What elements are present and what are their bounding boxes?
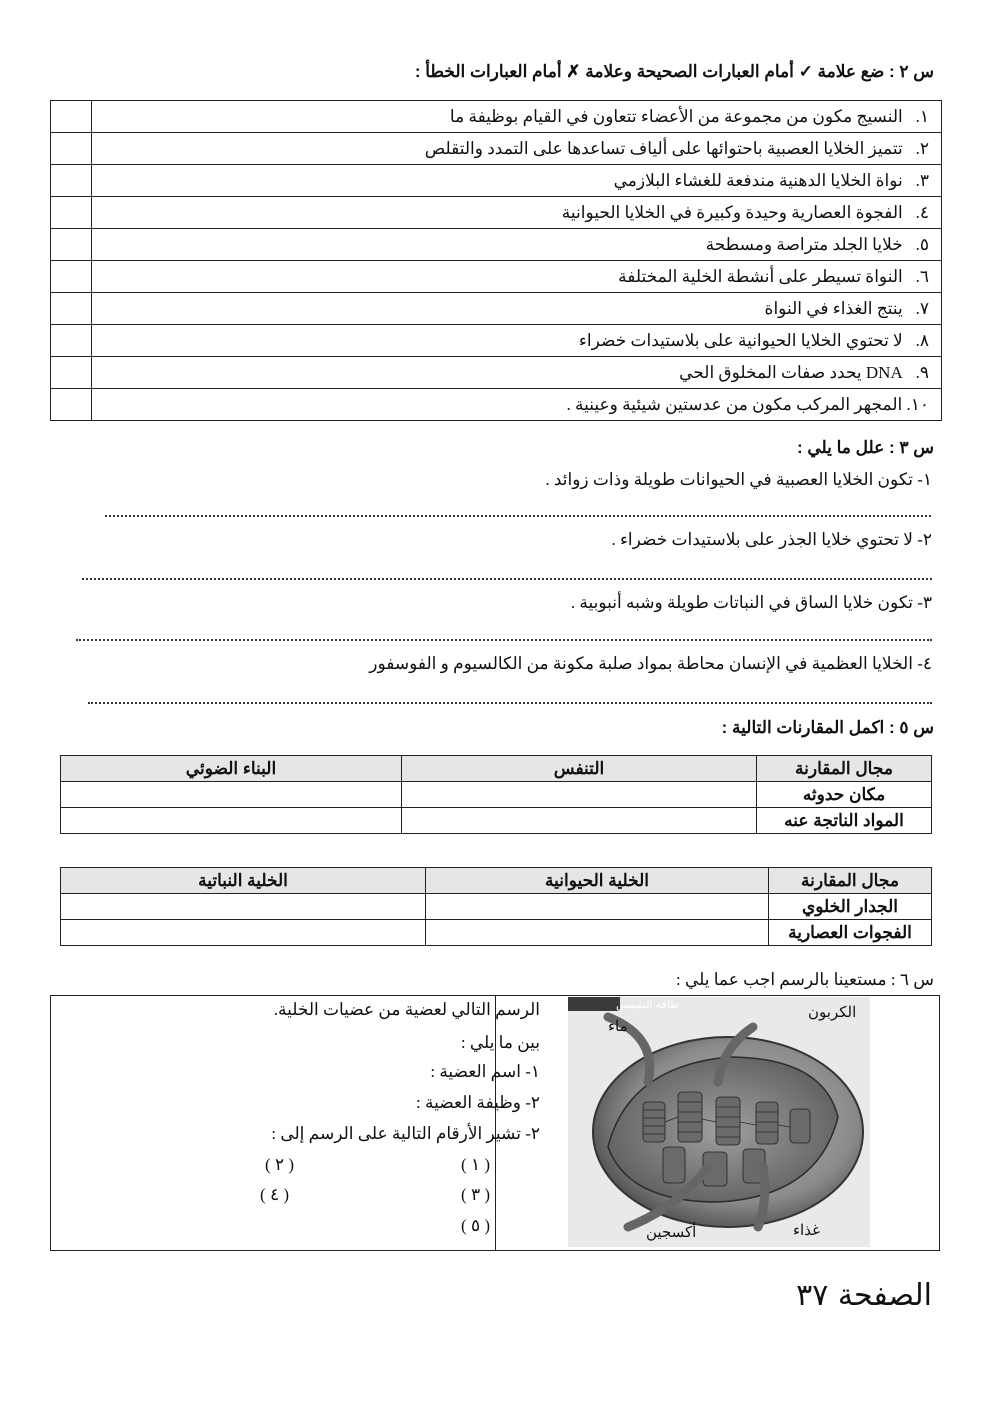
table2-row-cell-wall: الجدار الخلوي: [769, 894, 932, 920]
table1-cell-respiration-products[interactable]: [402, 808, 757, 834]
statement-row: [51, 165, 942, 197]
diagram-number-1: ( ١ ): [461, 1155, 490, 1174]
statement-text: لا تحتوي الخلايا الحيوانية على بلاستيدات خضراء: [578, 330, 903, 350]
statement-cell: [92, 293, 942, 325]
answer-mark-cell[interactable]: [51, 261, 92, 293]
statement-row: [51, 389, 942, 421]
table2-cell-plant-vacuoles[interactable]: [61, 920, 426, 946]
q6-title: س ٦ : مستعينا بالرسم اجب عما يلي :: [675, 970, 934, 989]
statement-row: [51, 133, 942, 165]
table1-header-respiration: التنفس: [402, 756, 757, 782]
statement-cell: [92, 261, 942, 293]
true-false-table: [50, 100, 942, 421]
statement-text: النواة تسيطر على أنشطة الخلية المختلفة: [618, 266, 903, 286]
q6-line-numbers: ٢- تشير الأرقام التالية على الرسم إلى :: [271, 1124, 540, 1143]
table1-row-products: المواد الناتجة عنه: [757, 808, 932, 834]
label-food: غذاء: [793, 1222, 820, 1239]
statement-cell: [92, 197, 942, 229]
table1-header-field: مجال المقارنة: [757, 756, 932, 782]
table2-row-vacuoles: الفجوات العصارية: [769, 920, 932, 946]
statement-number: ٤.: [915, 202, 929, 222]
statement-cell: [92, 325, 942, 357]
diagram-number-3: ( ٣ ): [461, 1185, 490, 1204]
statement-cell: [92, 229, 942, 261]
table1-cell-photosynthesis-products[interactable]: [61, 808, 402, 834]
answer-mark-cell[interactable]: [51, 165, 92, 197]
q6-line-name: ١- اسم العضية :: [430, 1062, 540, 1081]
reason-item-4: ٤- الخلايا العظمية في الإنسان محاطة بمواد صلبة مكونة من الكالسيوم و الفوسفور: [369, 654, 932, 673]
statement-row: [51, 101, 942, 133]
answer-mark-cell[interactable]: [51, 229, 92, 261]
answer-mark-cell[interactable]: [51, 293, 92, 325]
statement-cell: [92, 133, 942, 165]
statement-cell: [92, 165, 942, 197]
q3-title: س ٣ : علل ما يلي :: [796, 438, 934, 457]
comparison-table-cells: [60, 867, 932, 946]
answer-mark-cell[interactable]: [51, 357, 92, 389]
chloroplast-diagram: [568, 997, 870, 1247]
diagram-number-4: ( ٤ ): [260, 1185, 289, 1204]
q6-line-function: ٢- وظيفة العضية :: [416, 1093, 540, 1112]
reason-item-2: ٢- لا تحتوي خلايا الجذر على بلاستيدات خضراء .: [611, 530, 932, 549]
answer-mark-cell[interactable]: [51, 389, 92, 421]
statement-number: ٦.: [915, 266, 929, 286]
q6-line-explain: بين ما يلي :: [460, 1033, 540, 1052]
table1-row-location: مكان حدوثه: [757, 782, 932, 808]
statement-text: خلايا الجلد متراصة ومسطحة: [705, 234, 903, 254]
answer-mark-cell[interactable]: [51, 101, 92, 133]
answer-mark-cell[interactable]: [51, 133, 92, 165]
statement-text: المجهر المركب مكون من عدستين شيئية وعينية .: [566, 394, 903, 414]
label-oxygen: أكسجين: [646, 1224, 697, 1241]
statement-number: ٢.: [915, 138, 929, 158]
statement-text: ينتج الغذاء في النواة: [764, 298, 903, 318]
statement-number: ١.: [915, 106, 929, 126]
statement-row: [51, 293, 942, 325]
label-carbon: الكربون: [808, 1004, 857, 1021]
statement-text: تتميز الخلايا العصبية باحتوائها على ألياف تساعدها على التمدد والتقلص: [424, 138, 903, 158]
reason-item-3: ٣- تكون خلايا الساق في النباتات طويلة وشبه أنبوبية .: [570, 593, 932, 612]
diagram-number-5: ( ٥ ): [461, 1216, 490, 1235]
label-water: ماء: [608, 1018, 628, 1035]
statement-number: ٥.: [915, 234, 929, 254]
diagram-number-2: ( ٢ ): [265, 1155, 294, 1174]
table2-header-plant-cell: الخلية النباتية: [61, 868, 426, 894]
table1-cell-photosynthesis-location[interactable]: [61, 782, 402, 808]
answer-line-2[interactable]: [82, 578, 932, 580]
statement-row: [51, 261, 942, 293]
statement-number: ١٠.: [906, 394, 929, 414]
table2-cell-animal-vacuoles[interactable]: [426, 920, 769, 946]
statement-text: DNA يحدد صفات المخلوق الحي: [679, 362, 903, 382]
statement-cell: [92, 389, 942, 421]
statement-number: ٩.: [915, 362, 929, 382]
table1-cell-respiration-location[interactable]: [402, 782, 757, 808]
statement-number: ٣.: [915, 170, 929, 190]
statement-row: [51, 197, 942, 229]
table2-cell-plant-wall[interactable]: [61, 894, 426, 920]
statement-number: ٧.: [915, 298, 929, 318]
statement-text: الفجوة العصارية وحيدة وكبيرة في الخلايا الحيوانية: [561, 202, 903, 222]
statement-row: [51, 229, 942, 261]
table2-header-animal-cell: الخلية الحيوانية: [426, 868, 769, 894]
q2-title: س ٢ : ضع علامة ✓ أمام العبارات الصحيحة وعلامة ✗ أمام العبارات الخطأ :: [414, 62, 934, 81]
statement-number: ٨.: [915, 330, 929, 350]
answer-line-3[interactable]: [76, 639, 932, 641]
answer-mark-cell[interactable]: [51, 197, 92, 229]
page-number: الصفحة ٣٧: [796, 1278, 932, 1313]
table2-cell-animal-wall[interactable]: [426, 894, 769, 920]
table2-header-field: مجال المقارنة: [769, 868, 932, 894]
reason-item-1: ١- تكون الخلايا العصبية في الحيوانات طويلة وذات زوائد .: [545, 470, 932, 489]
comparison-table-respiration: [60, 755, 932, 834]
statement-row: [51, 325, 942, 357]
answer-line-4[interactable]: [88, 702, 932, 704]
table1-header-photosynthesis: البناء الضوئي: [61, 756, 402, 782]
q6-line-intro: الرسم التالي لعضية من عضيات الخلية.: [273, 1000, 540, 1019]
q5-title: س ٥ : اكمل المقارنات التالية :: [721, 718, 934, 737]
statement-cell: [92, 101, 942, 133]
statement-text: نواة الخلايا الدهنية مندفعة للغشاء البلازمي: [613, 170, 903, 190]
answer-line-1[interactable]: [105, 515, 931, 517]
answer-mark-cell[interactable]: [51, 325, 92, 357]
statement-cell: [92, 357, 942, 389]
statement-text: النسيج مكون من مجموعة من الأعضاء تتعاون في القيام بوظيفة ما: [449, 106, 903, 126]
energy-label-box: [568, 997, 620, 1011]
label-energy: طاقة الشمس: [616, 999, 679, 1011]
statement-row: [51, 357, 942, 389]
